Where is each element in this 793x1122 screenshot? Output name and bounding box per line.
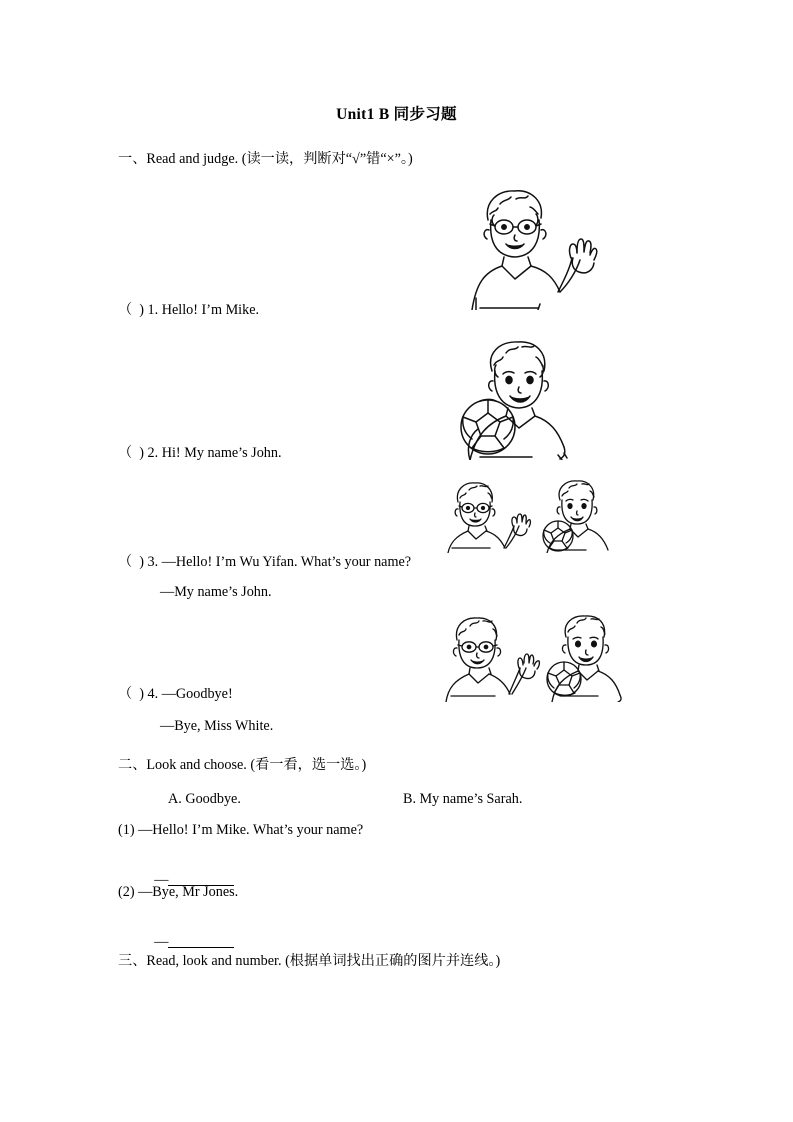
judge-item-3: （ ) 3. —Hello! I’m Wu Yifan. What’s your name? xyxy=(118,554,412,570)
choice-option-a: A. Goodbye. xyxy=(168,791,241,807)
judge-item-4: （ ) 4. —Goodbye! xyxy=(118,686,233,702)
page-title: Unit1 B 同步习题 xyxy=(336,106,457,123)
boy-waving-glasses-illustration xyxy=(440,180,610,310)
judge-item-2: （ ) 2. Hi! My name’s John. xyxy=(118,445,282,461)
two-boys-pair-large-illustration xyxy=(437,612,647,702)
judge-item-1: （ ) 1. Hello! I’m Mike. xyxy=(118,302,260,318)
choice-option-b: B. My name’s Sarah. xyxy=(403,791,523,807)
section-2-heading: 二、Look and choose. (看一看，选一选。) xyxy=(118,757,367,773)
section-2-question-2: (2) —Bye, Mr Jones. xyxy=(118,884,239,900)
judge-item-3-answer: —My name’s John. xyxy=(160,584,272,600)
judge-item-4-answer: —Bye, Miss White. xyxy=(160,718,274,734)
section-3-heading: 三、Read, look and number. (根据单词找出正确的图片并连线。) xyxy=(118,953,501,969)
boy-with-soccer-ball-illustration xyxy=(440,335,610,460)
section-2-question-1: (1) —Hello! I’m Mike. What’s your name? xyxy=(118,822,364,838)
two-boys-pair-small-illustration xyxy=(440,478,640,553)
answer-2-blank[interactable] xyxy=(168,935,234,948)
answer-1-dash: — xyxy=(154,871,169,888)
answer-2-dash: — xyxy=(154,933,169,950)
section-1-heading: 一、Read and judge. (读一读，判断对“√”错“×”。) xyxy=(118,151,413,167)
